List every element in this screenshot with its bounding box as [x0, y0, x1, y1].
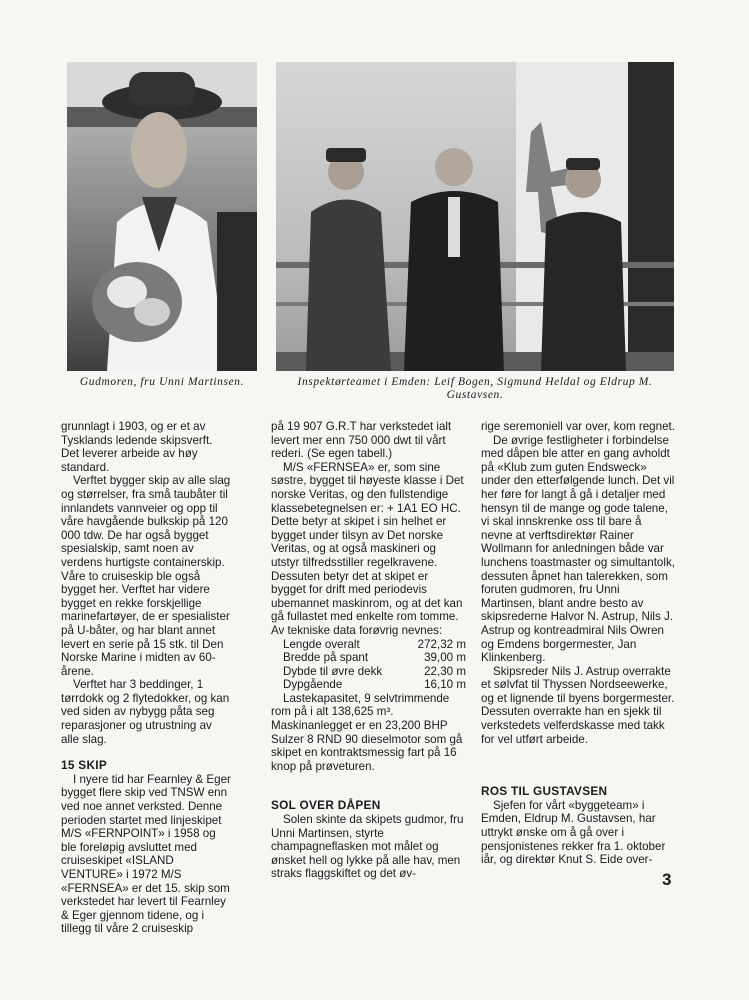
tech-data-row [271, 651, 466, 665]
section-heading-15-skip: 15 SKIP [61, 758, 108, 773]
article-column-1 [61, 420, 232, 936]
tech-data-value: 22,30 m [424, 664, 466, 678]
tech-data-label: Bredde på spant [283, 651, 369, 665]
inspection-team-photo-illustration [276, 62, 674, 371]
tech-data-value: 16,10 m [424, 678, 466, 692]
paragraph: De øvrige festligheter i forbindelse med dåpen ble atter en gang avholdt på «Klub zum guten Endsweck» under den etterfølgende lunch. Det vil her føre for langt å gå i detaljer med hensyn til de mange og gode talene, vi skal innskrenke oss til bare å nevne at verftsdirektør Rainer Wollmann for anledningen både var lunchens toastmaster og simultantolk, dessuten åpnet han talerekken, som foruten gudmoren, fru Unni Martinsen, blant andre besto av skipsrederne Halvor N. Astrup, Nils J. Astrup og kontreadmiral Nils Owren og Emdens borgermester, Jan Klinkenberg. [481, 433, 675, 665]
tech-data-value: 39,00 m [424, 651, 466, 665]
tech-data-label: Dybde til øvre dekk [283, 664, 383, 678]
section-heading-ros-til-gustavsen: ROS TIL GUSTAVSEN [481, 784, 608, 799]
caption-inspection-team: Inspektørteamet i Emden: Leif Bogen, Sigmund Heldal og Eldrup M. Gustavsen. [297, 376, 653, 401]
paragraph: Skipsreder Nils J. Astrup overrakte et sølvfat til Thyssen Nordseewerke, og et lignende til byens borgermester. Dessuten overrakte han en sjekk til verkstedets velferdskasse med takk for vel utført arbeide. [481, 664, 675, 746]
caption-godmother: Gudmoren, fru Unni Martinsen. [79, 376, 245, 388]
tech-data-row [271, 638, 466, 652]
tech-data-row [271, 665, 466, 679]
photo-godmother [67, 62, 257, 371]
photo-inspection-team [276, 62, 674, 371]
page-number: 3 [662, 870, 672, 889]
section-heading-sol-over-dapen: SOL OVER DÅPEN [271, 798, 381, 813]
paragraph: rige seremoniell var over, kom regnet. [481, 420, 675, 433]
tech-data-value: 272,32 m [417, 637, 466, 651]
paragraph: grunnlagt i 1903, og er et av Tysklands ledende skipsverft. Det leverer arbeide av høy standard. [61, 420, 213, 474]
article-column-2 [271, 420, 466, 881]
article-column-3 [481, 420, 675, 867]
tech-data-row [271, 678, 466, 692]
tech-data-label: Dypgående [283, 678, 343, 692]
paragraph: Verftet bygger skip av alle slag og størrelser, fra små taubåter til innlandets vannveier og opp til våre havgående bulkskip på 120 000 tdw. De har også bygget spesialskip, samt noen av verdens hurtigste containerskip. Våre to cruiseskip ble også bygget her. Verftet har videre bygget en rekke forskjellige marinefartøyer, de er spesialister på U-båter, og har blant annet levert en serie på 15 stk. til Den Norske Marine i midten av 60-årene. [61, 474, 231, 678]
paragraph: I nyere tid har Fearnley & Eger bygget flere skip ved TNSW enn ved noe annet verksted. Denne perioden startet med linjeskipet M/S «FERNPOINT» i 1958 og ble foreløpig avsluttet med cruiseskipet «ISLAND VENTURE» i 1972 M/S «FERNSEA» er det 15. skip som verkstedet har levert til Fearnley & Eger gjennom tidene, og i tillegg til våre 2 cruiseskip [61, 772, 231, 936]
godmother-photo-illustration [67, 62, 257, 371]
paragraph: Solen skinte da skipets gudmor, fru Unni Martinsen, styrte champagneflasken mot målet og ønsket hell og lykke på alle hav, men straks flaggskiftet og det øv- [271, 813, 464, 881]
paragraph: Sjefen for vårt «byggeteam» i Emden, Eldrup M. Gustavsen, har uttrykt ønske om å gå over i pensjonistenes rekker fra 1. oktober iår, og direktør Knut S. Eide over- [481, 798, 666, 867]
tech-data-label: Lengde overalt [283, 637, 360, 651]
paragraph: M/S «FERNSEA» er, som sine søstre, bygget til høyeste klasse i Det norske Veritas, og den fullstendige klassebetegnelsen er: + 1A1 EO HC. Dette betyr at skipet i sin helhet er bygget under tilsyn av Det norske Veritas, og at også maskineri og utstyr tilfredsstiller regelkravene. Dessuten betyr det at skipet er bygget for drift med periodevis ubemannet maskinrom, og at det kan gå fullastet med enkelte rom tomme. Av tekniske data forøvrig nevnes: [271, 460, 464, 637]
paragraph: på 19 907 G.R.T har verkstedet ialt levert mer enn 750 000 dwt til vårt rederi. (Se egen tabell.) [271, 420, 452, 461]
paragraph: Verftet har 3 beddinger, 1 tørrdokk og 2 flytedokker, og kan ved siden av nybygg påta seg reparasjoner og utrustning av alle slag. [61, 678, 230, 746]
paragraph: Lastekapasitet, 9 selvtrimmende rom på i alt 138,625 m³. Maskinanlegget er en 23,200 BHP Sulzer 8 RND 90 dieselmotor som gå skipet en kontraktsmessig fart på 16 knop på prøveturen. [271, 691, 463, 773]
